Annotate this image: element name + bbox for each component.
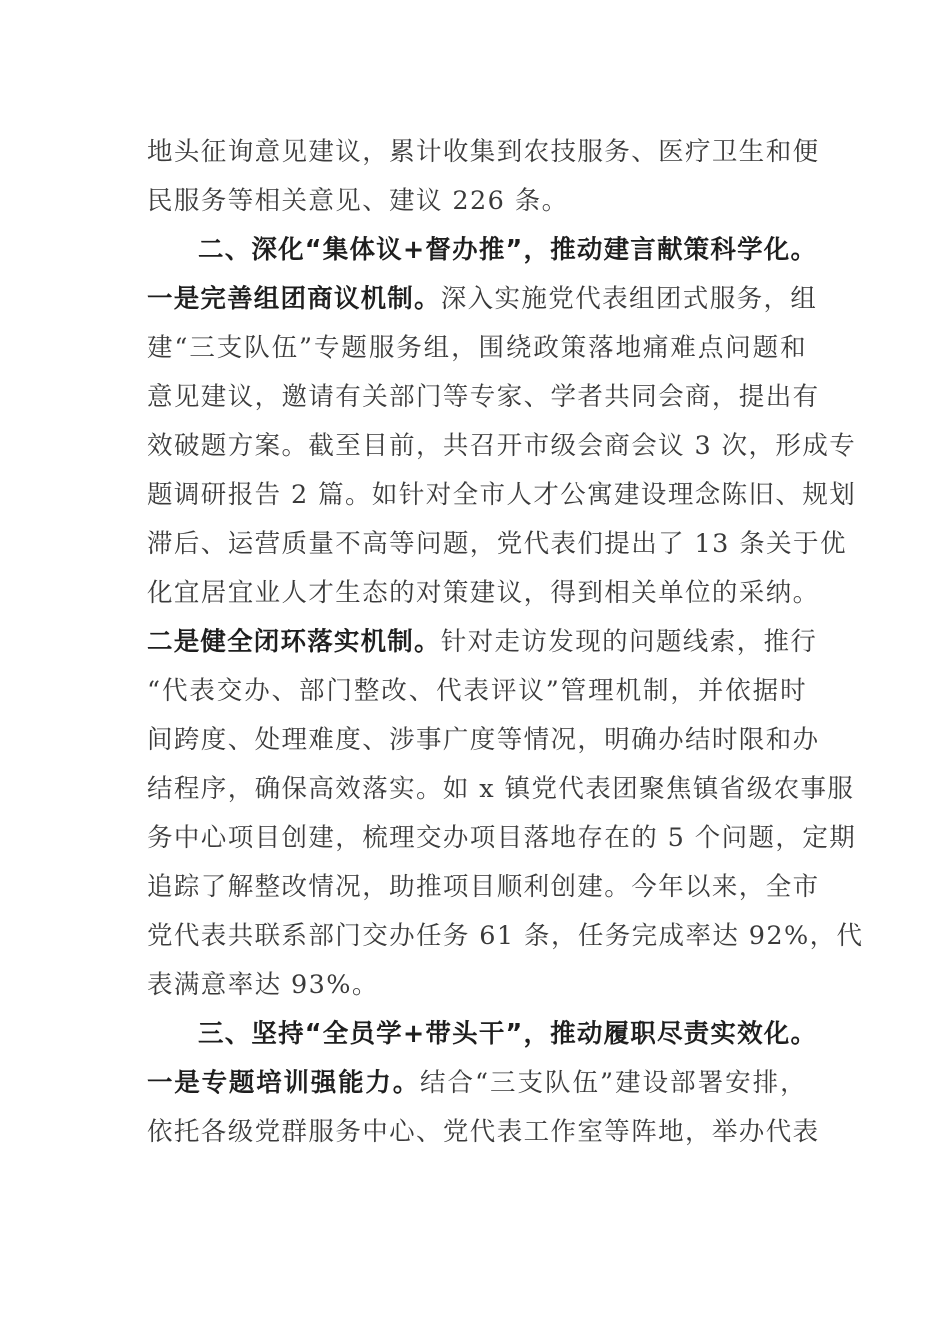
body-line: 二是健全闭环落实机制。针对走访发现的问题线索，推行 (147, 627, 818, 657)
body-line: 间跨度、处理难度、涉事广度等情况，明确办结时限和办 (147, 725, 820, 755)
body-line: 滞后、运营质量不高等问题，党代表们提出了 13 条关于优 (147, 529, 847, 559)
section-heading-3 (147, 1010, 818, 1059)
body-line: 民服务等相关意见、建议 226 条。 (147, 186, 569, 216)
body-line: 结程序，确保高效落实。如 x 镇党代表团聚焦镇省级农事服 (147, 774, 855, 804)
body-line: 表满意率达 93%。 (147, 970, 379, 1000)
body-line: 意见建议，邀请有关部门等专家、学者共同会商，提出有 (147, 382, 820, 412)
document-body (147, 128, 864, 1157)
section-heading-text: 三、坚持“全员学+带头干”，推动履职尽责实效化。 (198, 1019, 818, 1049)
body-line: 追踪了解整改情况，助推项目顺利创建。今年以来，全市 (147, 872, 820, 902)
body-line: 地头征询意见建议，累计收集到农技服务、医疗卫生和便 (147, 137, 820, 167)
section-heading-text: 二、深化“集体议+督办推”，推动建言献策科学化。 (198, 235, 818, 265)
body-line: 一是完善组团商议机制。深入实施党代表组团式服务，组 (147, 284, 818, 314)
body-line: 党代表共联系部门交办任务 61 条，任务完成率达 92%，代 (147, 921, 864, 951)
subheading-text: 一是专题培训强能力。 (147, 1068, 421, 1098)
subheading-text: 一是完善组团商议机制。 (147, 284, 441, 314)
body-line: 题调研报告 2 篇。如针对全市人才公寓建设理念陈旧、规划 (147, 480, 857, 510)
body-line: “代表交办、部门整改、代表评议”管理机制，并依据时 (147, 676, 807, 706)
subheading-text: 二是健全闭环落实机制。 (147, 627, 441, 657)
body-line: 依托各级党群服务中心、党代表工作室等阵地，举办代表 (147, 1117, 820, 1147)
section-heading-2 (147, 226, 818, 275)
body-line: 化宜居宜业人才生态的对策建议，得到相关单位的采纳。 (147, 578, 820, 608)
body-line: 效破题方案。截至目前，共召开市级会商会议 3 次，形成专 (147, 431, 857, 461)
body-line: 建“三支队伍”专题服务组，围绕政策落地痛难点问题和 (147, 333, 807, 363)
body-line: 务中心项目创建，梳理交办项目落地存在的 5 个问题，定期 (147, 823, 857, 853)
body-line: 一是专题培训强能力。结合“三支队伍”建设部署安排， (147, 1068, 807, 1098)
